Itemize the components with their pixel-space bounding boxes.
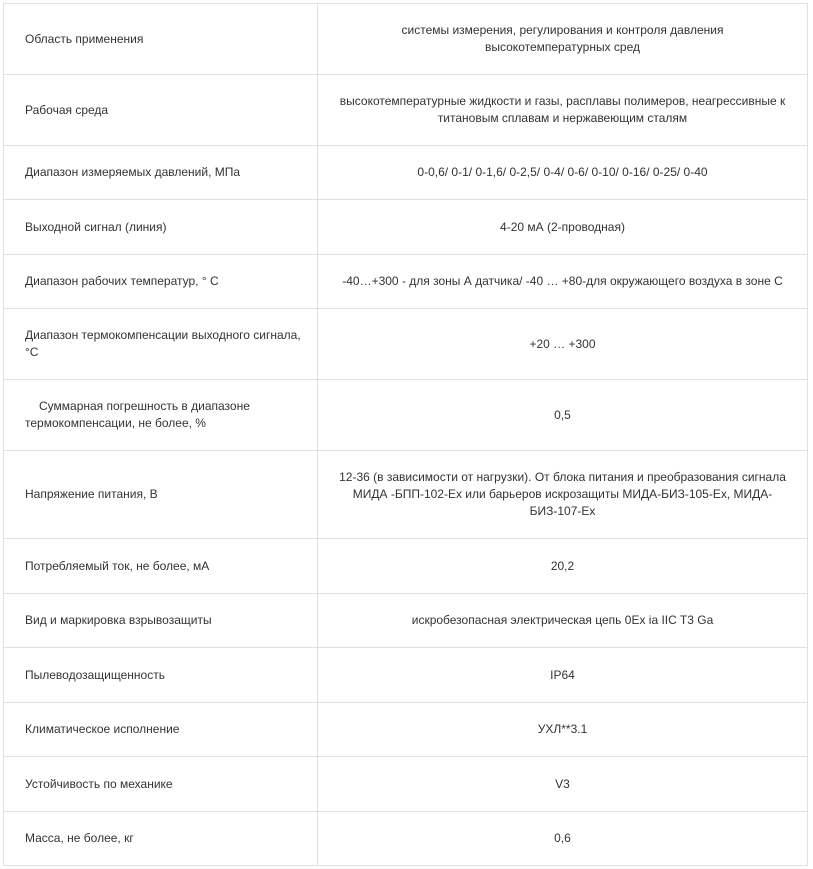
spec-parameter-label: Рабочая среда <box>25 102 109 117</box>
spec-row <box>4 255 808 309</box>
spec-parameter-name <box>4 812 318 866</box>
spec-parameter-label: Диапазон рабочих температур, ° С <box>25 274 219 288</box>
spec-parameter-name <box>4 75 318 146</box>
spec-parameter-value: V3 <box>318 757 808 812</box>
specifications-table-body <box>4 4 808 866</box>
spec-parameter-label: Область применения <box>25 31 144 46</box>
spec-parameter-value: искробезопасная электрическая цепь 0Ex ia IIC T3 Ga <box>318 594 808 648</box>
spec-parameter-value: 4-20 мА (2-проводная) <box>318 200 808 255</box>
spec-parameter-value: 12-36 (в зависимости от нагрузки). От блока питания и преобразования сигнала МИДА -БПП-102-Ех или барьеров искрозащиты МИДА-БИЗ-105-Ех, МИДА-БИЗ-107-Ех <box>318 451 808 539</box>
spec-parameter-label: Диапазон измеряемых давлений, МПа <box>25 165 241 179</box>
spec-row <box>4 539 808 594</box>
spec-parameter-value: 0-0,6/ 0-1/ 0-1,6/ 0-2,5/ 0-4/ 0-6/ 0-10/ 0-16/ 0-25/ 0-40 <box>318 146 808 200</box>
spec-parameter-label: Выходной сигнал (линия) <box>25 219 167 234</box>
spec-parameter-value: 0,5 <box>318 380 808 451</box>
spec-parameter-value: высокотемпературные жидкости и газы, расплавы полимеров, неагрессивные к титановым сплавам и нержавеющим сталям <box>318 75 808 146</box>
spec-row <box>4 380 808 451</box>
spec-row <box>4 451 808 539</box>
spec-parameter-name <box>4 146 318 200</box>
spec-row <box>4 146 808 200</box>
spec-row <box>4 757 808 812</box>
spec-row <box>4 594 808 648</box>
spec-parameter-label: Напряжение питания, В <box>25 487 158 501</box>
spec-parameter-value: -40…+300 - для зоны А датчика/ -40 … +80-для окружающего воздуха в зоне С <box>318 255 808 309</box>
spec-parameter-value: +20 … +300 <box>318 309 808 380</box>
spec-parameter-name <box>4 539 318 594</box>
spec-row <box>4 812 808 866</box>
spec-parameter-label: Вид и маркировка взрывозащиты <box>25 613 212 627</box>
spec-parameter-label: Климатическое исполнение <box>25 722 180 736</box>
spec-parameter-label: Пылеводозащищенность <box>25 667 165 682</box>
spec-row <box>4 200 808 255</box>
spec-row <box>4 4 808 75</box>
spec-row <box>4 75 808 146</box>
spec-parameter-label: Устойчивость по механике <box>25 776 173 791</box>
spec-parameter-name <box>4 309 318 380</box>
spec-row <box>4 703 808 757</box>
spec-parameter-name <box>4 380 318 451</box>
spec-parameter-value: УХЛ**3.1 <box>318 703 808 757</box>
specifications-table <box>3 3 808 866</box>
spec-parameter-name <box>4 4 318 75</box>
spec-parameter-label: Диапазон термокомпенсации выходного сигнала, °С <box>25 328 301 359</box>
spec-parameter-value: системы измерения, регулирования и контроля давления высокотемпературных сред <box>318 4 808 75</box>
spec-parameter-value: IP64 <box>318 648 808 703</box>
spec-parameter-label: Потребляемый ток, не более, мА <box>25 558 210 573</box>
spec-parameter-value: 20,2 <box>318 539 808 594</box>
spec-parameter-name <box>4 648 318 703</box>
spec-parameter-label: Суммарная погрешность в диапазоне термокомпенсации, не более, % <box>25 399 250 430</box>
spec-parameter-name <box>4 200 318 255</box>
spec-parameter-name <box>4 703 318 757</box>
spec-parameter-value: 0,6 <box>318 812 808 866</box>
spec-parameter-name <box>4 757 318 812</box>
spec-parameter-label: Масса, не более, кг <box>25 831 134 845</box>
spec-row <box>4 648 808 703</box>
spec-row <box>4 309 808 380</box>
spec-parameter-name <box>4 594 318 648</box>
spec-parameter-name <box>4 255 318 309</box>
spec-parameter-name <box>4 451 318 539</box>
